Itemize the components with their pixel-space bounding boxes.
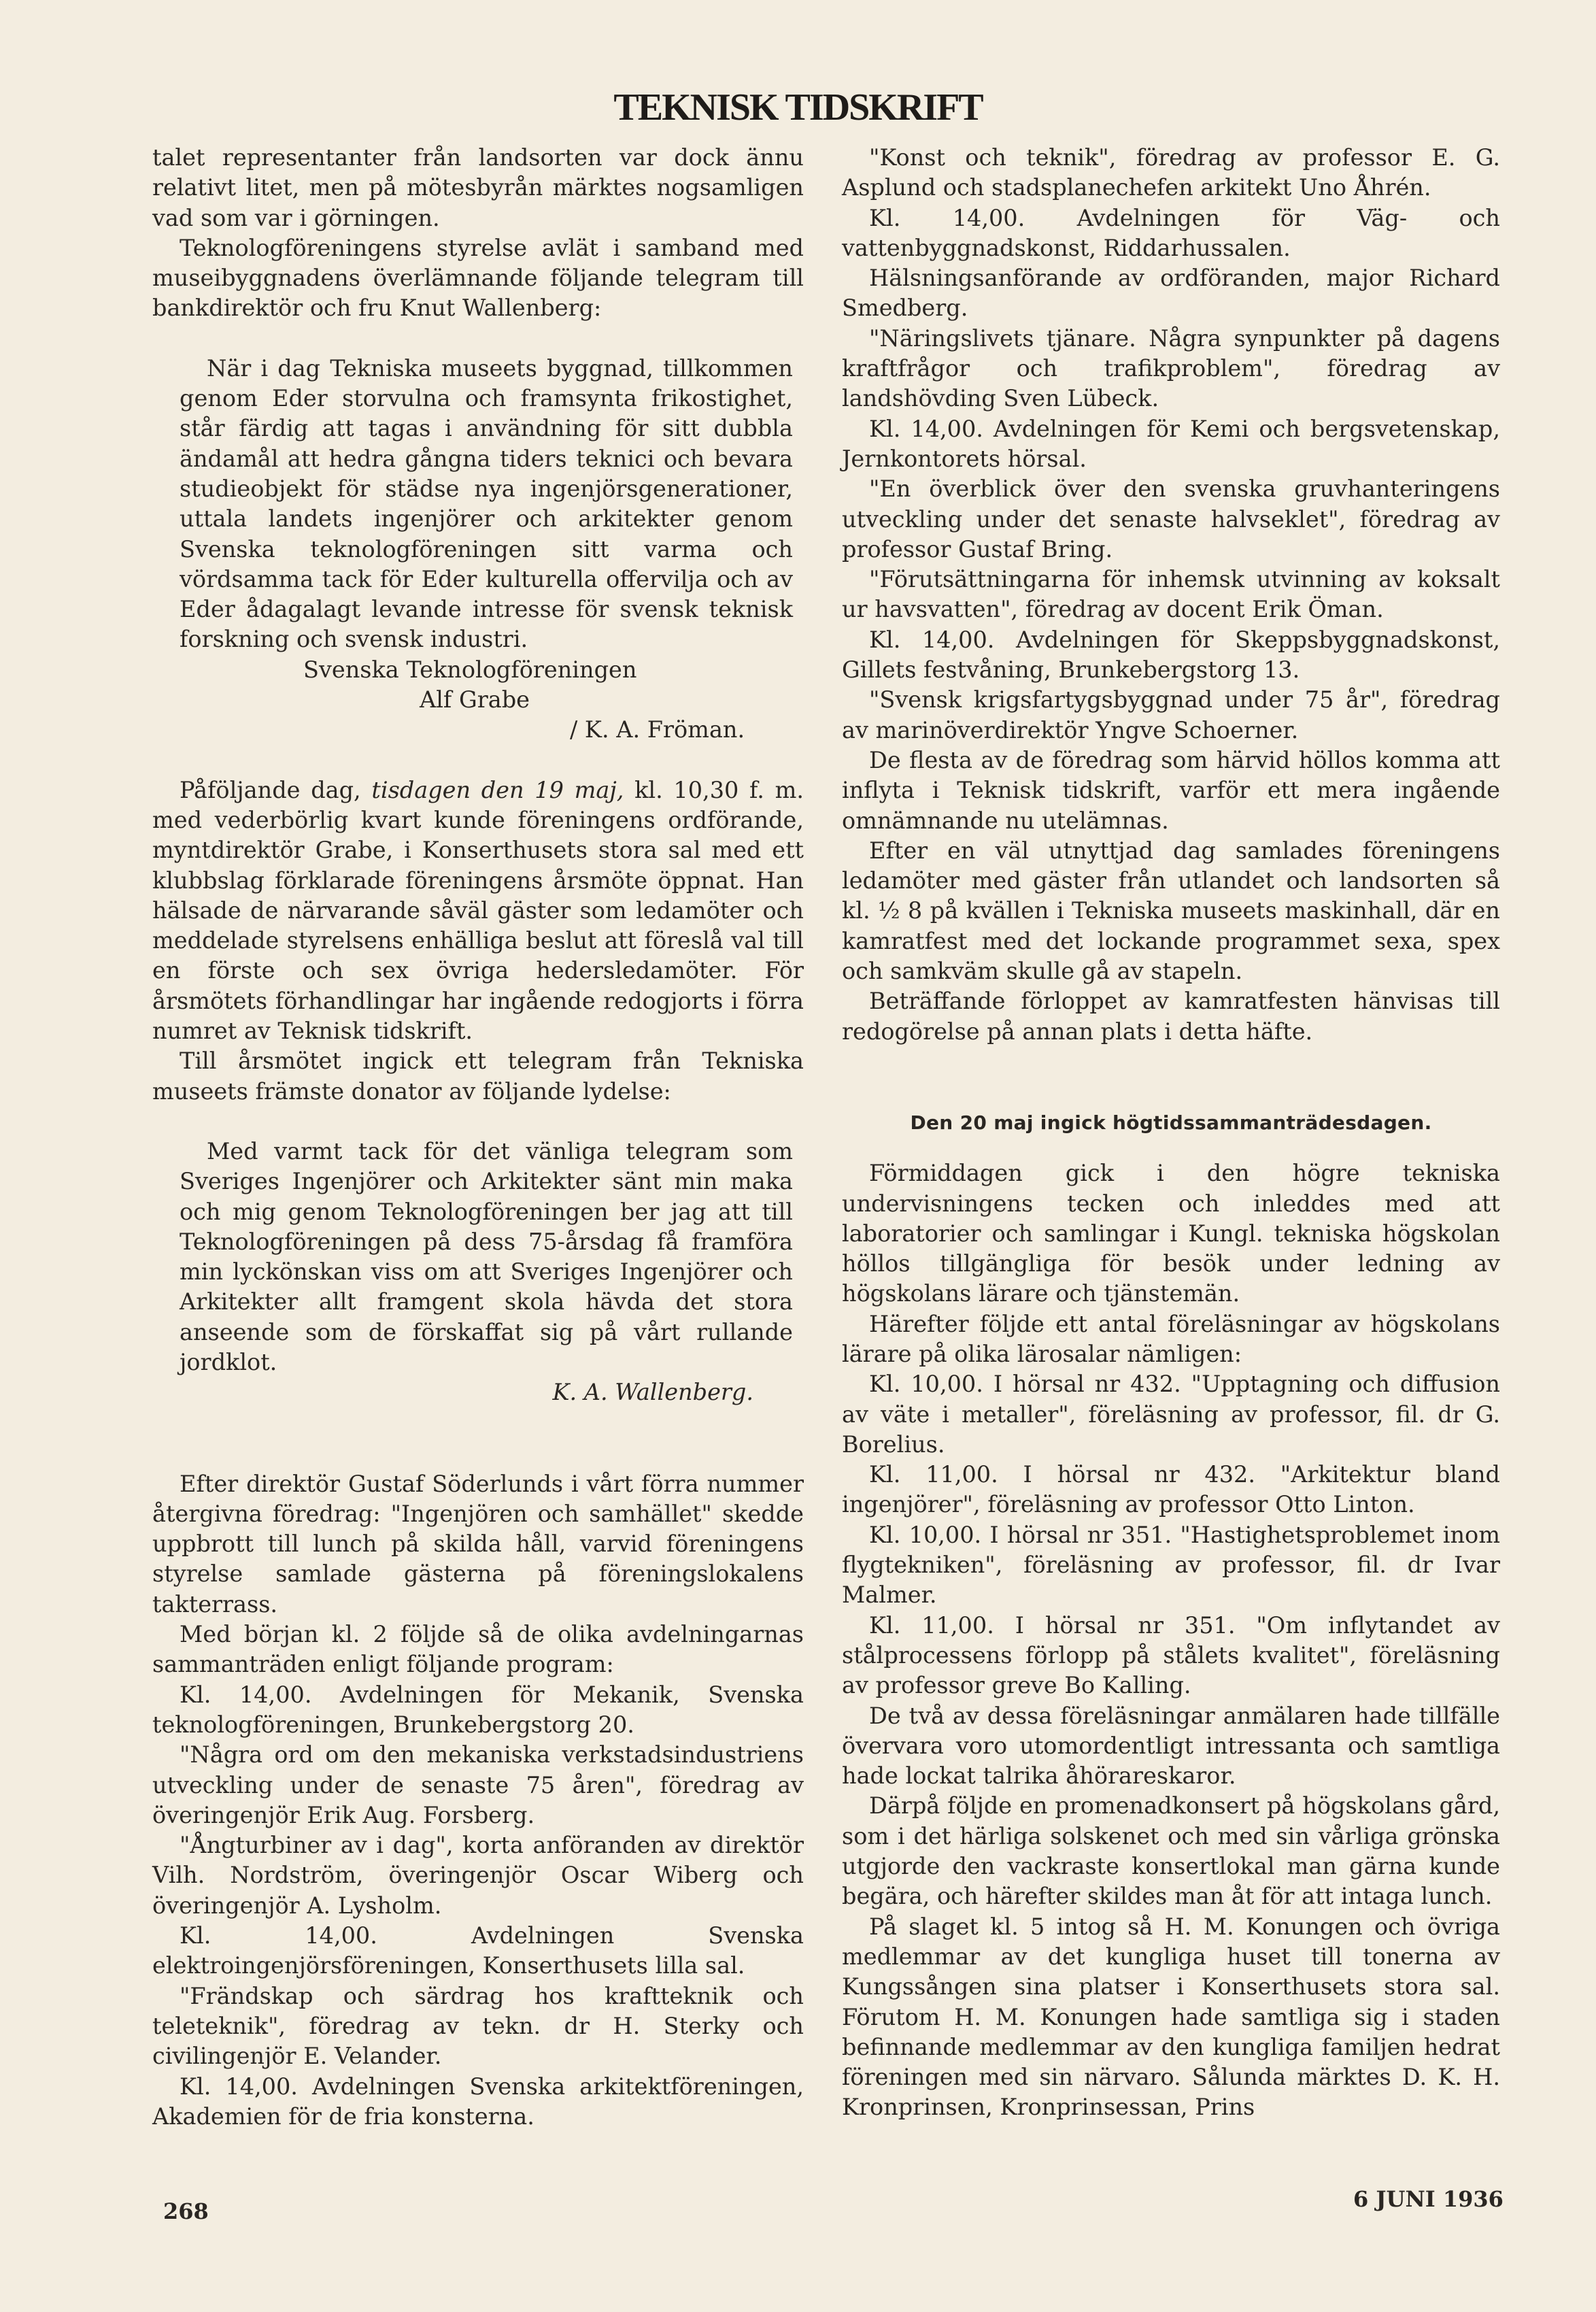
paragraph: Teknologföreningens styrelse avlät i samband med museibyggnadens överlämnande följande telegram till bankdirektör och fru Knut Wallenberg: [152, 234, 804, 322]
issue-date: 6 JUNI 1936 [1353, 2186, 1504, 2212]
telegram-text: Med varmt tack för det vänliga telegram som Sveriges Ingenjörer och Arkitekter sänt min maka och mig genom Teknologföreningen ber jag att till Teknologföreningen på dess 75-årsdag få framföra min lyckönskan viss om att Sveriges Ingenjörer och Arkitekter allt framgent skola hävda det stora anseende som de förskaffat sig på vårt rullande jordklot. [180, 1137, 793, 1375]
paragraph: Kl. 11,00. I hörsal nr 351. "Om inflytandet av stålprocessens förlopp på stålets kvalitet", föreläsning av professor greve Bo Kalling. [842, 1611, 1500, 1699]
paragraph: Till årsmötet ingick ett telegram från Tekniska museets främste donator av följande lydelse: [152, 1048, 804, 1105]
paragraph: talet representanter från landsorten var dock ännu relativt litet, men på mötesbyrån märktes nogsamligen vad som var i görningen. [152, 144, 804, 231]
paragraph: Kl. 14,00. Avdelningen för Mekanik, Svenska teknologföreningen, Brunkebergstorg 20. [152, 1681, 804, 1738]
paragraph: Kl. 14,00. Avdelningen för Skeppsbyggnadskonst, Gillets festvåning, Brunkebergstorg 13. [842, 626, 1500, 684]
paragraph: "Konst och teknik", föredrag av professor E. G. Asplund och stadsplanechefen arkitekt Uno Åhrén. [842, 144, 1500, 201]
paragraph: Efter en väl utnyttjad dag samlades föreningens ledamöter med gäster från utlandet och landsorten så kl. ½ 8 på kvällen i Tekniska museets maskinhall, där en kamratfest med det lockande programmet sexa, spex och samkväm skulle gå av stapeln. [842, 837, 1500, 985]
paragraph: Kl. 14,00. Avdelningen Svenska elektroingenjörsföreningen, Konserthusets lilla sal. [152, 1922, 804, 1979]
paragraph: Kl. 10,00. I hörsal nr 432. "Upptagning och diffusion av väte i metaller", föreläsning av professor, fil. dr G. Borelius. [842, 1371, 1500, 1458]
paragraph: Efter direktör Gustaf Söderlunds i vårt förra nummer återgivna föredrag: "Ingenjören och samhället" skedde uppbrott till lunch på skilda håll, varvid föreningens styrelse samlade gästerna på föreningslokalens takterrass. [152, 1470, 804, 1618]
paragraph: "Frändskap och särdrag hos kraftteknik och teleteknik", föredrag av tekn. dr H. Sterky och civilingenjör E. Velander. [152, 1982, 804, 2070]
paragraph: Därpå följde en promenadkonsert på högskolans gård, som i det härliga solskenet och med sin vårliga grönska utgjorde den vackraste konsertlokal man gärna kunde begära, och härefter skildes man åt för att intaga lunch. [842, 1792, 1500, 1910]
paragraph: "Förutsättningarna för inhemsk utvinning av koksalt ur havsvatten", föredrag av docent Erik Öman. [842, 566, 1500, 623]
paragraph: Kl. 14,00. Avdelningen för Kemi och bergsvetenskap, Jernkontorets hörsal. [842, 415, 1500, 472]
paragraph: Kl. 11,00. I hörsal nr 432. "Arkitektur bland ingenjörer", föreläsning av professor Otto Linton. [842, 1461, 1500, 1518]
section-heading: Den 20 maj ingick högtidssammanträdesdagen. [910, 1111, 1432, 1134]
paragraph: "Ångturbiner av i dag", korta anföranden av direktör Vilh. Nordström, överingenjör Oscar Wiberg och överingenjör A. Lysholm. [152, 1832, 804, 1919]
paragraph: "Några ord om den mekaniska verkstadsindustriens utveckling under de senaste 75 åren", föredrag av överingenjör Erik Aug. Forsberg. [152, 1741, 804, 1828]
paragraph: "Näringslivets tjänare. Några synpunkter på dagens kraftfrågor och trafikproblem", föredrag av landshövding Sven Lübeck. [842, 324, 1500, 412]
paragraph: Påföljande dag, tisdagen den 19 maj, kl. 10,30 f. m. med vederbörlig kvart kunde föreningens ordförande, myntdirektör Grabe, i Konserthusets stora sal med ett klubbslag förklarade föreningens årsmöte öppnat. Han hälsade de närvarande såväl gäster som ledamöter och meddelade styrelsens enhälliga beslut att föreslå val till en förste och sex övriga hedersledamöter. För årsmötets förhandlingar har ingående redogjorts i förra numret av Teknisk tidskrift. [152, 776, 804, 1045]
paragraph: På slaget kl. 5 intog så H. M. Konungen och övriga medlemmar av det kungliga huset till tonerna av Kungssången sina platser i Konserthusets stora sal. Förutom H. M. Konungen hade samtliga sig i staden befinnande medlemmar av den kungliga familjen hedrat föreningen med sin närvaro. Sålunda märktes D. K. H. Kronprinsen, Kronprinsessan, Prins [842, 1913, 1500, 2121]
paragraph: Kl. 10,00. I hörsal nr 351. "Hastighetsproblemet inom flygtekniken", föreläsning av professor, fil. dr Ivar Malmer. [842, 1521, 1500, 1609]
journal-masthead: TEKNISK TIDSKRIFT [613, 86, 983, 129]
paragraph: De flesta av de föredrag som härvid höllos komma att inflyta i Teknisk tidskrift, varför ett mera ingående omnämnande nu utelämnas. [842, 746, 1500, 834]
signature-name: Alf Grabe [420, 686, 530, 714]
paragraph: Kl. 14,00. Avdelningen Svenska arkitektföreningen, Akademien för de fria konsterna. [152, 2073, 804, 2130]
telegram-text: När i dag Tekniska museets byggnad, tillkommen genom Eder storvulna och framsynta frikostighet, står färdig att tagas i användning för sitt dubbla ändamål att hedra gångna tiders teknici och bevara studieobjekt för städse nya ingenjörsgenerationer, uttala landets ingenjörer och arkitekter genom Svenska teknologföreningen sitt varma och vördsamma tack för Eder kulturella offervilja och av Eder ådagalagt levande intresse för svensk teknisk forskning och svensk industri. [180, 354, 793, 653]
telegram-quote [152, 1137, 804, 1408]
paragraph: Beträffande förloppet av kamratfesten hänvisas till redogörelse på annan plats i detta häfte. [842, 988, 1500, 1045]
paragraph: Härefter följde ett antal föreläsningar av högskolans lärare på olika lärosalar nämligen: [842, 1310, 1500, 1367]
paragraph: Med början kl. 2 följde så de olika avdelningarnas sammanträden enligt följande program: [152, 1621, 804, 1678]
signature-org: Svenska Teknologföreningen [303, 656, 637, 683]
paragraph: Förmiddagen gick i den högre tekniska undervisningens tecken och inleddes med att laboratorier och samlingar i Kungl. tekniska högskolan höllos tillgängliga för besök under ledning av högskolans lärare och tjänstemän. [842, 1160, 1500, 1307]
paragraph: De två av dessa föreläsningar anmälaren hade tillfälle övervara voro utomordentligt intressanta och samtliga hade lockat talrika åhörareskaror. [842, 1702, 1500, 1790]
signature-name: / K. A. Fröman. [570, 716, 745, 743]
paragraph: "Svensk krigsfartygsbyggnad under 75 år", föredrag av marinöverdirektör Yngve Schoerner. [842, 686, 1500, 743]
left-column [152, 143, 804, 2183]
paragraph: "En överblick över den svenska gruvhanteringens utveckling under det senaste halvseklet", föredrag av professor Gustaf Bring. [842, 475, 1500, 563]
page-number: 268 [163, 2198, 209, 2224]
paragraph: Hälsningsanförande av ordföranden, major Richard Smedberg. [842, 265, 1500, 322]
signature-name: K. A. Wallenberg. [552, 1379, 753, 1406]
right-column [842, 143, 1500, 2183]
paragraph: Kl. 14,00. Avdelningen för Väg- och vattenbyggnadskonst, Riddarhussalen. [842, 204, 1500, 261]
telegram-quote [152, 354, 804, 745]
